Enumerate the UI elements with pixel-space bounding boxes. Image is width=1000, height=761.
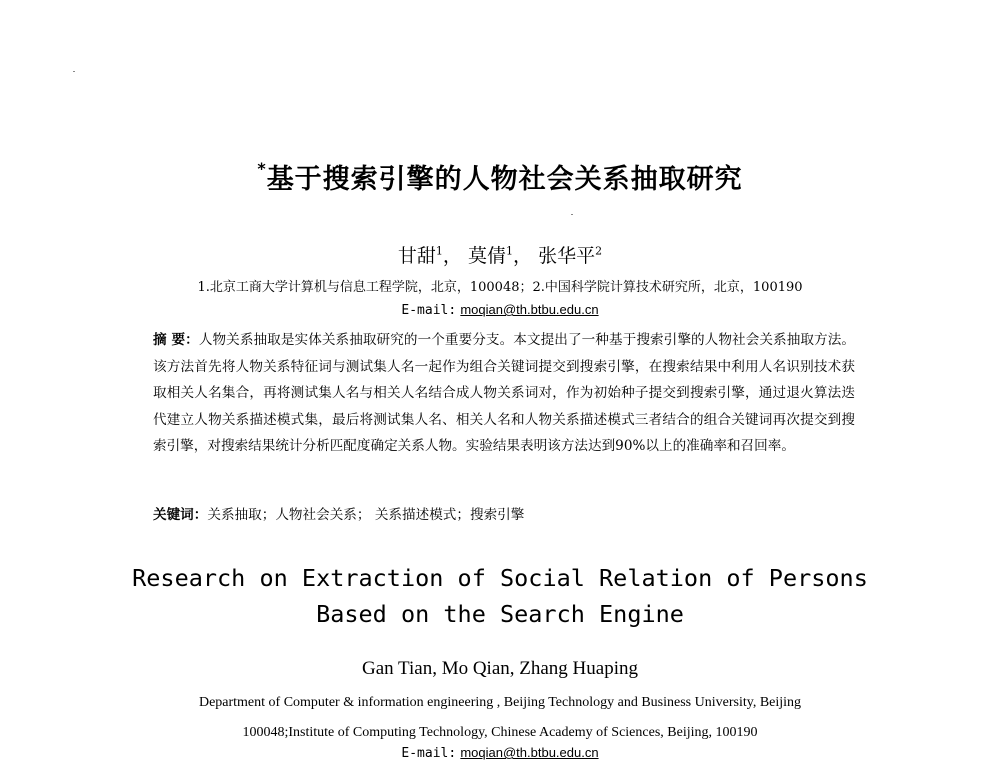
chinese-email — [0, 302, 1000, 318]
abstract-label: 摘 要： — [153, 332, 199, 348]
scan-speck — [73, 71, 75, 72]
title-footnote-marker: * — [257, 159, 267, 178]
author-name: 张华平 — [538, 245, 596, 267]
author-name: 甘甜 — [397, 245, 436, 267]
abstract-text: 人物关系抽取是实体关系抽取研究的一个重要分支。本文提出了一种基于搜索引擎的人物社会关系抽取方法。该方法首先将人物关系特征词与测试集人名一起作为组合关键词提交到搜索引擎，在搜索结果中利用人名识别技术获取相关人名集合，再将测试集人名与相关人名结合成人物关系词对，作为初始种子提交到搜索引擎，通过退火算法迭代建立人物关系描述模式集，最后将测试集人名、相关人名和人物关系描述模式三者结合的组合关键词再次提交到搜索引擎，对搜索结果统计分析匹配度确定关系人物。实验结果表明该方法达到90%以上的准确率和召回率。 — [153, 332, 855, 455]
chinese-title — [0, 157, 1000, 196]
english-authors: Gan Tian, Mo Qian, Zhang Huaping — [361, 658, 638, 679]
english-title-line: Based on the Search Engine — [316, 600, 684, 628]
english-email — [0, 745, 1000, 761]
email-link[interactable]: moqian@th.btbu.edu.cn — [460, 302, 599, 317]
english-affiliation-line: Department of Computer & information engineering , Beijing Technology and Business University, Beijing — [198, 695, 802, 710]
email-label: E-mail: — [401, 746, 457, 761]
author-separator: ， — [513, 245, 533, 267]
english-title — [0, 560, 1000, 632]
chinese-keywords — [153, 503, 855, 523]
author-affiliation-index: 1 — [506, 244, 513, 258]
english-title-line: Research on Extraction of Social Relation of Persons — [132, 564, 868, 592]
email-label: E-mail: — [401, 303, 457, 318]
english-affiliation — [0, 688, 1000, 748]
chinese-abstract — [153, 327, 855, 460]
chinese-title-text: 基于搜索引擎的人物社会关系抽取研究 — [266, 164, 743, 195]
chinese-affiliation: 1.北京工商大学计算机与信息工程学院，北京，100048；2.中国科学院计算技术研究所，北京，100190 — [197, 280, 803, 295]
keywords-text: 关系抽取；人物社会关系； 关系描述模式；搜索引擎 — [207, 507, 525, 523]
scan-speck — [571, 214, 573, 215]
keywords-label: 关键词： — [153, 507, 208, 523]
author-affiliation-index: 1 — [435, 244, 443, 258]
english-affiliation-line: 100048;Institute of Computing Technology, Chinese Academy of Sciences, Beijing, 100190 — [242, 725, 758, 740]
email-link[interactable]: moqian@th.btbu.edu.cn — [460, 745, 599, 760]
author-name: 莫倩 — [467, 245, 506, 267]
author-affiliation-index: 2 — [595, 244, 603, 258]
author-separator: ， — [442, 245, 462, 267]
chinese-authors — [0, 241, 1000, 268]
